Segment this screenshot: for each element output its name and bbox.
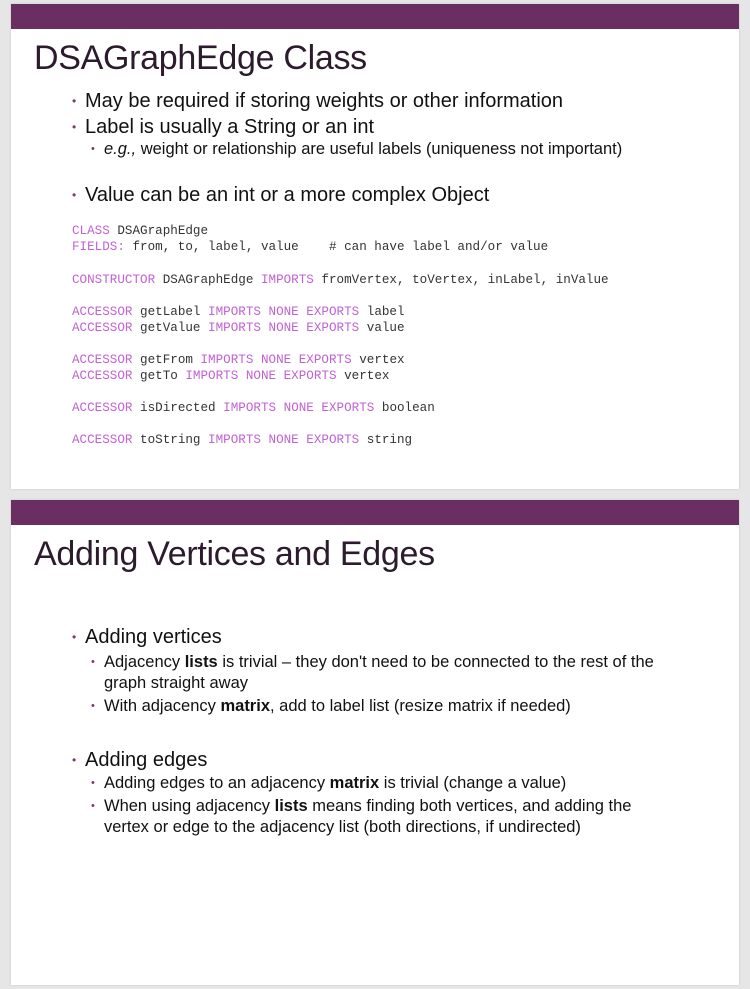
- code-line-isdirected: [72, 400, 435, 416]
- bullet-text: Value can be an int or a more complex Object: [85, 184, 490, 206]
- code-keyword: IMPORTS NONE EXPORTS: [223, 401, 375, 415]
- bullet-weights: [72, 89, 564, 113]
- code-text: getLabel: [132, 305, 209, 319]
- code-text: boolean: [374, 401, 435, 415]
- bullet-text: vertex or edge to the adjacency list (both directions, if undirected): [104, 818, 581, 836]
- bullet-text: weight or relationship are useful labels (uniqueness not important): [136, 140, 623, 158]
- slide-title: Adding Vertices and Edges: [34, 535, 435, 573]
- code-keyword: IMPORTS NONE EXPORTS: [208, 321, 360, 335]
- code-line-constructor: [72, 272, 609, 288]
- code-text: vertex: [336, 369, 390, 383]
- bullet-icon: •: [91, 777, 95, 789]
- bold-text: lists: [274, 797, 308, 815]
- code-text: from, to, label, value # can have label and/or value: [124, 240, 549, 254]
- bullet-text: Label is usually a String or an int: [85, 116, 375, 138]
- code-text: getTo: [132, 369, 186, 383]
- bullet-text: With adjacency: [104, 697, 221, 715]
- code-line-getfrom: [72, 352, 405, 368]
- sub-bullet-continuation: [104, 673, 248, 694]
- code-text: label: [359, 305, 405, 319]
- bullet-text: When using adjacency: [104, 797, 275, 815]
- bullet-text: May be required if storing weights or other information: [85, 90, 564, 112]
- code-line-tostring: [72, 432, 412, 448]
- bullet-icon: •: [72, 94, 77, 108]
- bold-text: matrix: [329, 774, 380, 792]
- emphasis-text: e.g.,: [104, 140, 137, 158]
- bullet-icon: •: [72, 188, 77, 202]
- bullet-text: Adjacency: [104, 653, 185, 671]
- code-text: getFrom: [132, 353, 201, 367]
- code-text: DSAGraphEdge: [109, 224, 209, 238]
- sub-bullet-edges-matrix: [91, 773, 567, 794]
- code-line-getvalue: [72, 320, 405, 336]
- code-keyword: ACCESSOR: [72, 401, 133, 415]
- sub-bullet-adjacency-matrix: [91, 696, 571, 717]
- bullet-icon: •: [72, 753, 77, 767]
- bullet-icon: •: [91, 143, 95, 155]
- code-keyword: CLASS: [72, 224, 110, 238]
- bold-text: lists: [184, 653, 218, 671]
- bullet-icon: •: [72, 630, 77, 644]
- bullet-text: Adding vertices: [85, 626, 222, 648]
- sub-bullet-eg: [91, 139, 623, 160]
- bullet-text: is trivial (change a value): [379, 774, 567, 792]
- code-keyword: ACCESSOR: [72, 369, 133, 383]
- slide-adding-vertices-edges: [11, 500, 739, 985]
- code-keyword: FIELDS:: [72, 240, 125, 254]
- code-keyword: IMPORTS NONE EXPORTS: [208, 433, 360, 447]
- code-text: fromVertex, toVertex, inLabel, inValue: [313, 273, 609, 287]
- code-line-getto: [72, 368, 389, 384]
- bullet-label: [72, 115, 375, 139]
- code-text: vertex: [351, 353, 405, 367]
- bold-text: matrix: [220, 697, 270, 715]
- bullet-icon: •: [91, 656, 95, 668]
- bullet-icon: •: [72, 120, 77, 134]
- code-keyword: ACCESSOR: [72, 433, 133, 447]
- sub-bullet-adjacency-lists: [91, 652, 654, 673]
- slide-header-bar: [11, 500, 739, 525]
- bullet-text: Adding edges: [85, 749, 208, 771]
- bullet-text: , add to label list (resize matrix if needed): [270, 697, 571, 715]
- code-keyword: CONSTRUCTOR: [72, 273, 156, 287]
- code-line-class: [72, 223, 208, 239]
- code-line-getlabel: [72, 304, 405, 320]
- slide-header-bar: [11, 4, 739, 29]
- code-keyword: ACCESSOR: [72, 305, 133, 319]
- code-text: string: [359, 433, 413, 447]
- code-keyword: ACCESSOR: [72, 353, 133, 367]
- sub-bullet-edges-lists: [91, 796, 632, 817]
- code-text: DSAGraphEdge: [155, 273, 261, 287]
- bullet-text: Adding edges to an adjacency: [104, 774, 330, 792]
- code-text: toString: [132, 433, 209, 447]
- bullet-text: is trivial – they don't need to be connected to the rest of the: [217, 653, 654, 671]
- code-keyword: IMPORTS NONE EXPORTS: [185, 369, 337, 383]
- code-text: getValue: [132, 321, 209, 335]
- bullet-adding-vertices: [72, 625, 222, 649]
- code-text: value: [359, 321, 405, 335]
- bullet-text: graph straight away: [104, 674, 248, 692]
- code-keyword: IMPORTS NONE EXPORTS: [200, 353, 352, 367]
- bullet-text: means finding both vertices, and adding the: [307, 797, 632, 815]
- bullet-adding-edges: [72, 748, 208, 772]
- code-keyword: ACCESSOR: [72, 321, 133, 335]
- slide-title: DSAGraphEdge Class: [34, 39, 367, 77]
- sub-bullet-continuation: [104, 817, 581, 838]
- code-line-fields: [72, 239, 548, 255]
- code-keyword: IMPORTS: [260, 273, 314, 287]
- code-text: isDirected: [132, 401, 224, 415]
- bullet-icon: •: [91, 700, 95, 712]
- bullet-icon: •: [91, 800, 95, 812]
- code-keyword: IMPORTS NONE EXPORTS: [208, 305, 360, 319]
- slide-dsagraphedge-class: [11, 4, 739, 489]
- bullet-value: [72, 183, 490, 207]
